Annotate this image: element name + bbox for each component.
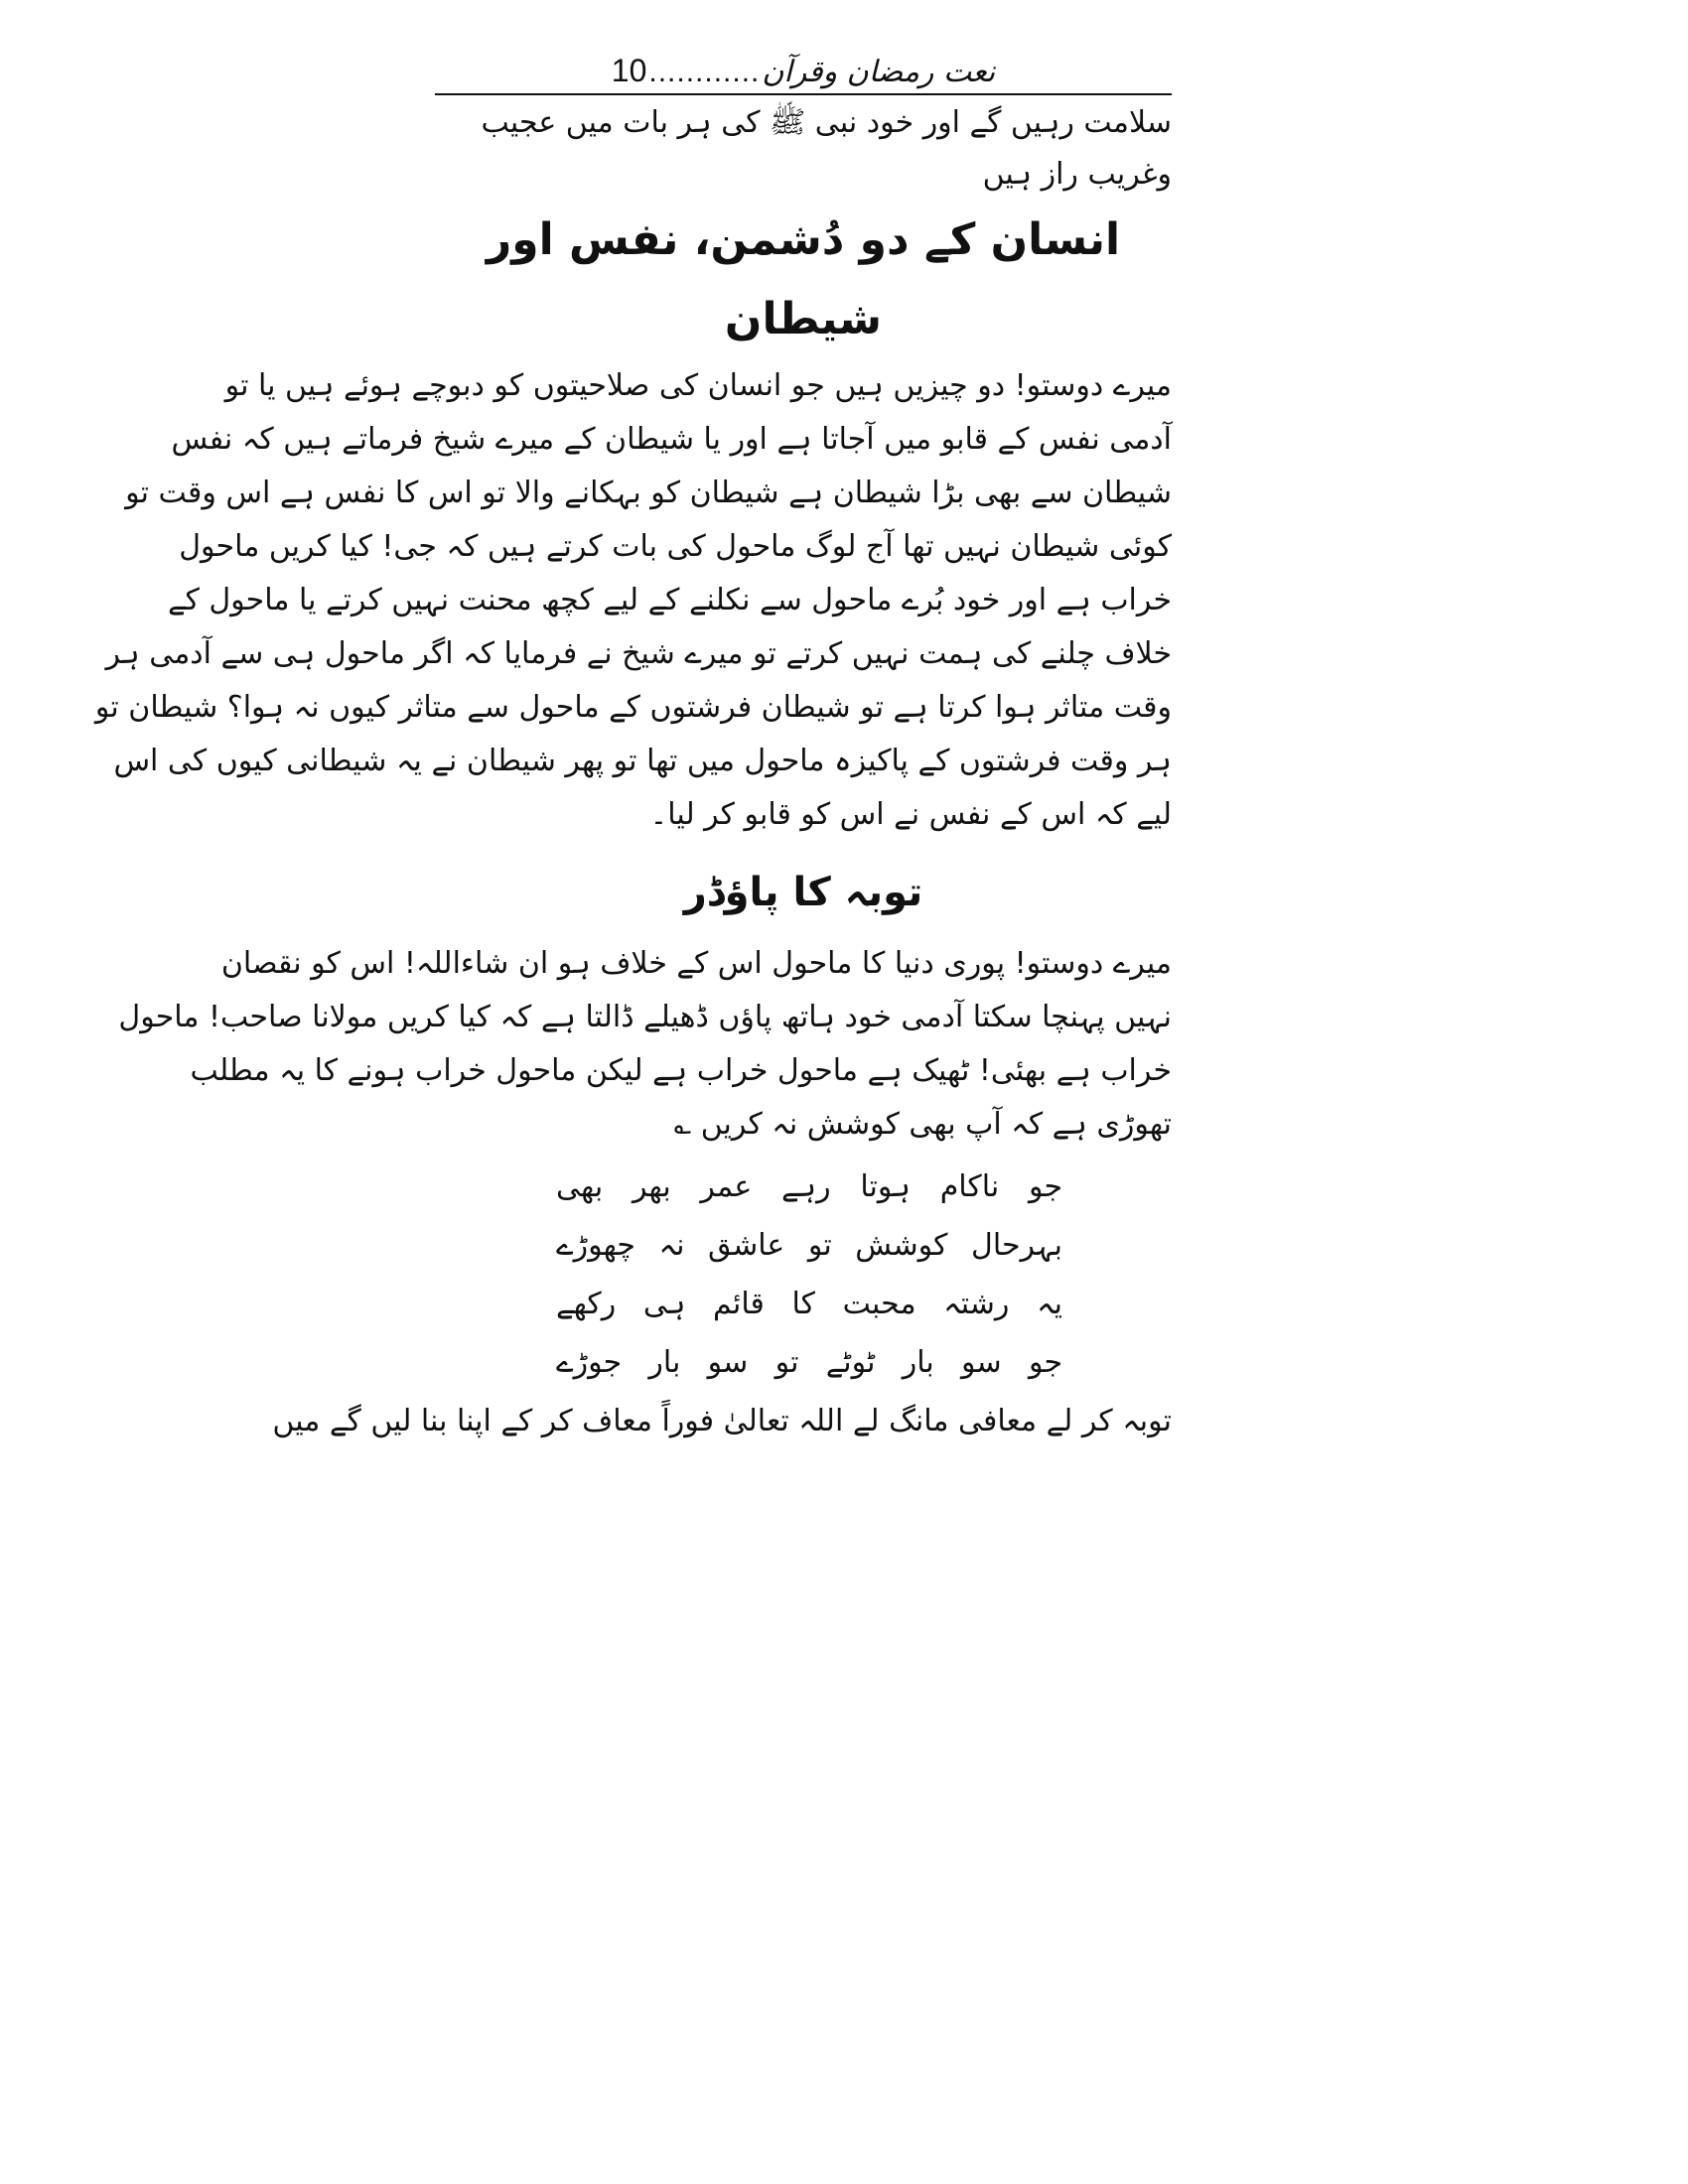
paragraph-line: تھوڑی ہے کہ آپ بھی کوشش نہ کریں ؎ bbox=[673, 1107, 1172, 1142]
verse-line: یہ رشتہ محبت کا قائم ہی رکھے bbox=[556, 1287, 1062, 1321]
paragraph-line: لیے کہ اس کے نفس نے اس کو قابو کر لیا۔ bbox=[649, 797, 1172, 832]
page-number: 10 bbox=[611, 53, 647, 88]
paragraph-line: وقت متاثر ہوا کرتا ہے تو شیطان فرشتوں کے ماحول سے متاثر کیوں نہ ہوا؟ شیطان تو bbox=[94, 690, 1172, 725]
section-heading-two-enemies: انسان کے دو دُشمن، نفس اور شیطان bbox=[486, 214, 1121, 344]
poem-verse bbox=[435, 1158, 1172, 1392]
header-rule bbox=[435, 93, 1172, 95]
section-heading-tauba-powder: توبہ کا پاؤڈر bbox=[683, 870, 923, 915]
paragraph-line: شیطان سے بھی بڑا شیطان ہے شیطان کو بہکانے والا تو اس کا نفس ہے اس وقت تو bbox=[125, 476, 1172, 510]
running-header bbox=[435, 50, 1172, 93]
paragraph-line: ہر وقت فرشتوں کے پاکیزہ ماحول میں تھا تو پھر شیطان نے یہ شیطانی کیوں کی اس bbox=[113, 744, 1172, 778]
paragraph-line: نہیں پہنچا سکتا آدمی خود ہاتھ پاؤں ڈھیلے ڈالتا ہے کہ کیا کریں مولانا صاحب! ماحول bbox=[118, 1000, 1172, 1034]
paragraph-tauba bbox=[118, 937, 1172, 1152]
verse-line: جو سو بار ٹوٹے تو سو بار جوڑے bbox=[556, 1345, 1062, 1380]
paragraph-line: آدمی نفس کے قابو میں آجاتا ہے اور یا شیطان کے میرے شیخ فرماتے ہیں کہ نفس bbox=[171, 422, 1172, 457]
verse-line: جو ناکام ہوتا رہے عمر بھر بھی bbox=[556, 1169, 1062, 1204]
verse-line: بہرحال کوشش تو عاشق نہ چھوڑے bbox=[556, 1228, 1062, 1263]
paragraph-line: خلاف چلنے کی ہمت نہیں کرتے تو میرے شیخ نے فرمایا کہ اگر ماحول ہی سے آدمی ہر bbox=[105, 636, 1172, 671]
continued-line: سلامت رہیں گے اور خود نبی ﷺ کی ہر بات میں عجیب وغریب راز ہیں bbox=[481, 105, 1172, 192]
paragraph-line: میرے دوستو! دو چیزیں ہیں جو انسان کی صلاحیتوں کو دبوچے ہوئے ہیں یا تو bbox=[224, 368, 1172, 403]
paragraph-line: خراب ہے اور خود بُرے ماحول سے نکلنے کے لیے کچھ محنت نہیں کرتے یا ماحول کے bbox=[167, 583, 1172, 617]
header-leader-dots: ............ bbox=[648, 56, 761, 88]
paragraph-line: خراب ہے بھئی! ٹھیک ہے ماحول خراب ہے لیکن ماحول خراب ہونے کا یہ مطلب bbox=[190, 1053, 1172, 1088]
book-title: نعت رمضان وقرآن bbox=[762, 55, 996, 89]
paragraph-nafs-shaitan bbox=[94, 359, 1172, 842]
paragraph-line: کوئی شیطان نہیں تھا آج لوگ ماحول کی بات کرتے ہیں کہ جی! کیا کریں ماحول bbox=[179, 529, 1172, 564]
closing-line: توبہ کر لے معافی مانگ لے اللہ تعالیٰ فوراً معاف کر کے اپنا بنا لیں گے میں bbox=[272, 1404, 1172, 1438]
paragraph-line: میرے دوستو! پوری دنیا کا ماحول اس کے خلاف ہو ان شاءاللہ! اس کو نقصان bbox=[220, 946, 1172, 981]
book-page bbox=[94, 50, 1172, 1451]
